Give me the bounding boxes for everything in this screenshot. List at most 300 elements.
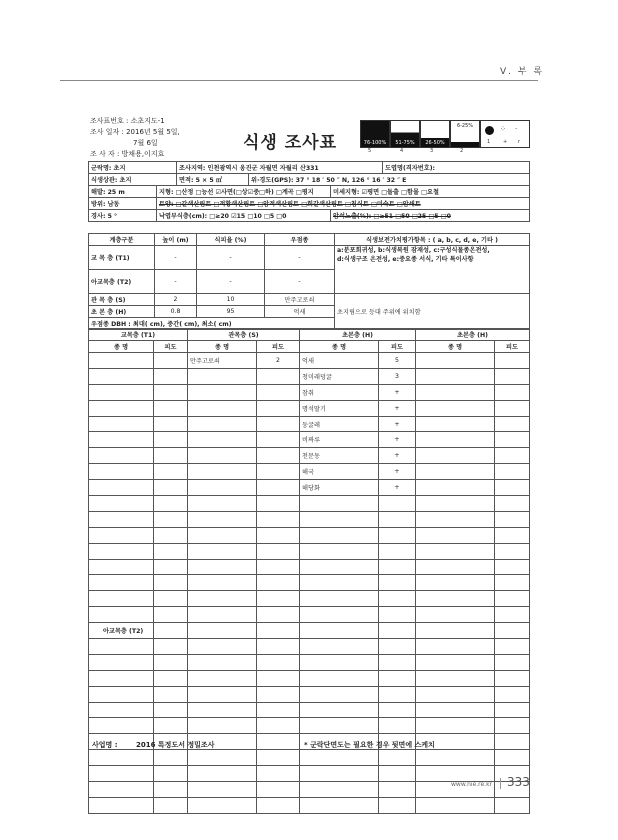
herb-cover-cell: 3 bbox=[379, 368, 416, 384]
herb2-cover-cell bbox=[495, 734, 530, 750]
cover-box-3: 26-50% bbox=[420, 120, 450, 148]
table-row bbox=[89, 511, 530, 527]
strata-row-name: 아교목층 (T2) bbox=[89, 270, 155, 294]
herb2-species-cell bbox=[416, 654, 495, 670]
tree-cover-cell bbox=[154, 511, 188, 527]
tree-species-cell bbox=[89, 718, 154, 734]
shrub-species-cell bbox=[188, 686, 257, 702]
strata-header-layer: 계층구분 bbox=[89, 234, 155, 246]
herb-cover-cell bbox=[379, 496, 416, 512]
herb-cover-cell: + bbox=[379, 384, 416, 400]
tree-species-cell bbox=[89, 591, 154, 607]
tree-cover-cell bbox=[154, 416, 188, 432]
tree-species-cell bbox=[89, 448, 154, 464]
herb-cover-cell bbox=[379, 670, 416, 686]
herb2-species-cell bbox=[416, 543, 495, 559]
tree-cover-cell bbox=[154, 464, 188, 480]
tree-species-cell bbox=[89, 750, 154, 766]
herb-cover-cell bbox=[379, 559, 416, 575]
table-row bbox=[89, 353, 530, 369]
shrub-cover-cell bbox=[257, 607, 300, 623]
shrub-species-cell bbox=[188, 575, 257, 591]
shrub-species-cell bbox=[188, 543, 257, 559]
tree-species-cell bbox=[89, 686, 154, 702]
shrub-species-cell bbox=[188, 654, 257, 670]
tree-species-cell bbox=[89, 797, 154, 813]
herb-cover-cell bbox=[379, 575, 416, 591]
herb2-cover-cell bbox=[495, 702, 530, 718]
herb-species-cell bbox=[300, 686, 379, 702]
shrub-cover-cell bbox=[257, 639, 300, 655]
shrub-species-cell bbox=[188, 782, 257, 798]
tree-species-cell bbox=[89, 654, 154, 670]
shrub-cover-cell bbox=[257, 464, 300, 480]
conservation-note: 초지림으로 등대 주위에 위치함 bbox=[335, 294, 530, 330]
survey-region: 조사지역: 인천광역시 옹진군 자월면 자월리 산331 bbox=[177, 162, 383, 174]
shrub-species-cell bbox=[188, 670, 257, 686]
cover-num-2: 2 bbox=[460, 148, 464, 154]
micro-terrain: 미세지형: ☑평면 □돌출 □함몰 □요철 bbox=[331, 186, 530, 198]
tree-cover-cell bbox=[154, 686, 188, 702]
species-name-header: 종 명 bbox=[416, 341, 495, 353]
herb2-cover-cell bbox=[495, 511, 530, 527]
herb-species-cell bbox=[300, 607, 379, 623]
shrub-cover-cell bbox=[257, 559, 300, 575]
herb-cover-cell bbox=[379, 639, 416, 655]
physiognomy: 식생상관: 초지 bbox=[89, 174, 177, 186]
table-row bbox=[89, 368, 530, 384]
species-section-header: 초본층 (H) bbox=[300, 329, 416, 341]
shrub-species-cell bbox=[188, 416, 257, 432]
tree-species-cell bbox=[89, 607, 154, 623]
table-row bbox=[89, 559, 530, 575]
shrub-species-cell bbox=[188, 448, 257, 464]
tree-species-cell bbox=[89, 670, 154, 686]
herb-cover-cell bbox=[379, 718, 416, 734]
table-row bbox=[89, 496, 530, 512]
herb2-species-cell bbox=[416, 575, 495, 591]
species-section-header: 관목층 (S) bbox=[188, 329, 300, 341]
tree-cover-cell bbox=[154, 750, 188, 766]
herb2-cover-cell bbox=[495, 575, 530, 591]
table-row bbox=[89, 432, 530, 448]
tree-species-cell bbox=[89, 543, 154, 559]
strata-row-name: 교 목 층 (T1) bbox=[89, 246, 155, 270]
herb-species-cell: 비짜루 bbox=[300, 432, 379, 448]
species-name-header: 종 명 bbox=[188, 341, 257, 353]
table-row bbox=[89, 400, 530, 416]
shrub-cover-cell bbox=[257, 766, 300, 782]
species-density-header: 피도 bbox=[257, 341, 300, 353]
tree-cover-cell bbox=[154, 384, 188, 400]
elevation: 해발: 25 m bbox=[89, 186, 157, 198]
herb2-cover-cell bbox=[495, 543, 530, 559]
species-section-row bbox=[89, 329, 530, 341]
herb-species-cell bbox=[300, 702, 379, 718]
tree-cover-cell bbox=[154, 766, 188, 782]
herb-species-cell bbox=[300, 591, 379, 607]
strata-header-height: 높이 (m) bbox=[155, 234, 197, 246]
tree-cover-cell bbox=[154, 782, 188, 798]
dominant-dbh: 우점종 DBH : 최대( cm), 중간( cm), 최소( cm) bbox=[89, 318, 335, 330]
herb2-species-cell bbox=[416, 623, 495, 639]
herb2-cover-cell bbox=[495, 448, 530, 464]
table-row bbox=[89, 607, 530, 623]
tree-cover-cell bbox=[154, 591, 188, 607]
shrub-species-cell bbox=[188, 750, 257, 766]
herb-species-cell bbox=[300, 670, 379, 686]
tree-cover-cell bbox=[154, 400, 188, 416]
shrub-species-cell bbox=[188, 702, 257, 718]
tree-species-cell bbox=[89, 511, 154, 527]
herb2-species-cell bbox=[416, 353, 495, 369]
tree-cover-cell bbox=[154, 496, 188, 512]
herb-cover-cell bbox=[379, 527, 416, 543]
shrub-species-cell bbox=[188, 797, 257, 813]
herb2-species-cell bbox=[416, 448, 495, 464]
tree-species-cell bbox=[89, 384, 154, 400]
shrub-species-cell bbox=[188, 527, 257, 543]
shrub-cover-cell bbox=[257, 591, 300, 607]
shrub-cover-cell bbox=[257, 432, 300, 448]
table-row bbox=[89, 480, 530, 496]
shrub-species-cell bbox=[188, 464, 257, 480]
shrub-species-cell bbox=[188, 400, 257, 416]
herb-cover-cell: + bbox=[379, 480, 416, 496]
tree-species-cell bbox=[89, 575, 154, 591]
herb2-cover-cell bbox=[495, 639, 530, 655]
tree-cover-cell bbox=[154, 623, 188, 639]
table-row bbox=[89, 527, 530, 543]
strata-header-dominant: 우점종 bbox=[265, 234, 335, 246]
herb2-species-cell bbox=[416, 527, 495, 543]
species-section-header: 초본층 (H) bbox=[416, 329, 530, 341]
cover-box-5: 76-100% bbox=[360, 120, 390, 148]
strata-row-height: - bbox=[155, 246, 197, 270]
herb2-species-cell bbox=[416, 686, 495, 702]
herb-cover-cell: 5 bbox=[379, 353, 416, 369]
table-row bbox=[89, 766, 530, 782]
species-density-header: 피도 bbox=[154, 341, 188, 353]
herb-species-cell: 청미래덩굴 bbox=[300, 368, 379, 384]
header-rule bbox=[60, 80, 538, 81]
strata-row-cover: - bbox=[197, 270, 265, 294]
tree-cover-cell bbox=[154, 718, 188, 734]
shrub-cover-cell bbox=[257, 623, 300, 639]
shrub-cover-cell bbox=[257, 718, 300, 734]
survey-date: 조사 일자 : 2016년 5월 5일, bbox=[90, 128, 180, 136]
shrub-cover-cell bbox=[257, 654, 300, 670]
tree-cover-cell bbox=[154, 432, 188, 448]
tree-cover-cell bbox=[154, 559, 188, 575]
herb-species-cell bbox=[300, 575, 379, 591]
herb-species-cell: 둥굴레 bbox=[300, 416, 379, 432]
herb-species-cell: 해국 bbox=[300, 464, 379, 480]
tree-cover-cell bbox=[154, 543, 188, 559]
herb-cover-cell: + bbox=[379, 448, 416, 464]
strata-row-dominant: - bbox=[265, 246, 335, 270]
herb2-species-cell bbox=[416, 670, 495, 686]
herb2-species-cell bbox=[416, 480, 495, 496]
table-row bbox=[89, 448, 530, 464]
herb2-cover-cell bbox=[495, 416, 530, 432]
slope: 경사: 5 ° bbox=[89, 210, 157, 222]
cover-box-4: 51-75% bbox=[390, 120, 420, 148]
tree-cover-cell bbox=[154, 654, 188, 670]
herb2-species-cell bbox=[416, 511, 495, 527]
herb-cover-cell bbox=[379, 766, 416, 782]
tree-cover-cell bbox=[154, 670, 188, 686]
investigator: 조 사 자 : 방채용,이지효 bbox=[90, 150, 165, 158]
conservation-line-2: d:식생구조 온전성, e:중요종 서식, 기타 특이사항 bbox=[337, 256, 474, 263]
conservation-criteria bbox=[335, 246, 530, 294]
strata-table bbox=[88, 233, 530, 330]
herb-species-cell bbox=[300, 750, 379, 766]
herb2-species-cell bbox=[416, 797, 495, 813]
herb2-cover-cell bbox=[495, 797, 530, 813]
herb2-cover-cell bbox=[495, 432, 530, 448]
shrub-species-cell bbox=[188, 766, 257, 782]
tree-species-cell bbox=[89, 639, 154, 655]
shrub-species-cell bbox=[188, 607, 257, 623]
herb-species-cell: 해당화 bbox=[300, 480, 379, 496]
herb-species-cell bbox=[300, 496, 379, 512]
table-row bbox=[89, 686, 530, 702]
tree-species-cell bbox=[89, 702, 154, 718]
table-row bbox=[89, 543, 530, 559]
conservation-line-1: a:분포희귀성, b:식생복원 잠재성, c:구성식물종온전성, bbox=[337, 247, 490, 254]
herb2-cover-cell bbox=[495, 384, 530, 400]
tree-species-cell bbox=[89, 496, 154, 512]
conservation-title: 식생보전가치평가항목 : ( a, b, c, d, e, 기타 ) bbox=[335, 234, 530, 246]
herb2-cover-cell bbox=[495, 368, 530, 384]
tree-cover-cell bbox=[154, 353, 188, 369]
herb2-species-cell bbox=[416, 591, 495, 607]
shrub-cover-cell bbox=[257, 734, 300, 750]
herb-species-cell bbox=[300, 623, 379, 639]
herb-cover-cell bbox=[379, 782, 416, 798]
herb2-species-cell bbox=[416, 766, 495, 782]
herb2-cover-cell bbox=[495, 623, 530, 639]
shrub-cover-cell bbox=[257, 702, 300, 718]
footer-divider bbox=[500, 778, 501, 789]
species-density-header: 피도 bbox=[495, 341, 530, 353]
shrub-cover-cell bbox=[257, 384, 300, 400]
herb-cover-cell: + bbox=[379, 400, 416, 416]
tree-cover-cell bbox=[154, 448, 188, 464]
herb-cover-cell bbox=[379, 543, 416, 559]
tree-species-cell bbox=[89, 766, 154, 782]
herb-cover-cell: + bbox=[379, 464, 416, 480]
shrub-cover-cell bbox=[257, 750, 300, 766]
tree-cover-cell bbox=[154, 797, 188, 813]
page-title: 식생 조사표 bbox=[243, 133, 338, 153]
form-number: 조사표번호 : 소초지도-1 bbox=[90, 117, 165, 125]
map-sheet: 도엽명(격자번호): bbox=[383, 162, 530, 174]
species-density-header: 피도 bbox=[379, 341, 416, 353]
tree-species-cell bbox=[89, 368, 154, 384]
shrub-species-cell bbox=[188, 496, 257, 512]
herb2-cover-cell bbox=[495, 750, 530, 766]
herb-species-cell bbox=[300, 511, 379, 527]
strata-header-cover: 식피율 (%) bbox=[197, 234, 265, 246]
species-name-header: 종 명 bbox=[300, 341, 379, 353]
shrub-cover-cell bbox=[257, 527, 300, 543]
tree-cover-cell bbox=[154, 575, 188, 591]
herb2-species-cell bbox=[416, 639, 495, 655]
herb2-species-cell bbox=[416, 750, 495, 766]
tree-species-cell bbox=[89, 782, 154, 798]
tree-species-cell bbox=[89, 527, 154, 543]
herb-cover-cell bbox=[379, 591, 416, 607]
herb2-cover-cell bbox=[495, 400, 530, 416]
herb-cover-cell: + bbox=[379, 416, 416, 432]
single-dot-icon: · bbox=[515, 125, 518, 133]
herb2-species-cell bbox=[416, 496, 495, 512]
shrub-species-cell bbox=[188, 368, 257, 384]
shrub-cover-cell bbox=[257, 670, 300, 686]
herb2-cover-cell bbox=[495, 527, 530, 543]
shrub-species-cell bbox=[188, 432, 257, 448]
herb2-species-cell bbox=[416, 384, 495, 400]
table-row bbox=[89, 750, 530, 766]
shrub-cover-cell bbox=[257, 575, 300, 591]
tree-species-cell bbox=[89, 559, 154, 575]
tree-species-cell bbox=[89, 400, 154, 416]
strata-row-cover: 10 bbox=[197, 294, 265, 306]
shrub-species-cell bbox=[188, 559, 257, 575]
dots-icon: ⁘ bbox=[500, 125, 506, 133]
tree-cover-cell bbox=[154, 639, 188, 655]
herb-species-cell bbox=[300, 559, 379, 575]
site-info-table bbox=[88, 161, 530, 222]
tree-cover-cell bbox=[154, 480, 188, 496]
shrub-cover-cell bbox=[257, 686, 300, 702]
aspect: 방위: 남동 bbox=[89, 198, 157, 210]
herb-species-cell: 억새 bbox=[300, 353, 379, 369]
sketch-note: * 군락단면도는 필요한 경우 뒷면에 스케치 bbox=[304, 741, 435, 749]
dot-icon bbox=[485, 126, 494, 135]
shrub-species-cell bbox=[188, 718, 257, 734]
table-row bbox=[89, 797, 530, 813]
shrub-species-cell bbox=[188, 511, 257, 527]
tree-species-cell bbox=[89, 416, 154, 432]
shrub-cover-cell bbox=[257, 797, 300, 813]
table-row bbox=[89, 575, 530, 591]
table-row bbox=[89, 591, 530, 607]
shrub-cover-cell bbox=[257, 511, 300, 527]
cover-box-2: 6-25% bbox=[450, 120, 480, 148]
shrub-cover-cell bbox=[257, 480, 300, 496]
herb-cover-cell bbox=[379, 702, 416, 718]
shrub-cover-cell: 2 bbox=[257, 353, 300, 369]
herb2-species-cell bbox=[416, 432, 495, 448]
shrub-cover-cell bbox=[257, 448, 300, 464]
herb2-cover-cell bbox=[495, 670, 530, 686]
section-header: Ⅴ. 부 록 bbox=[500, 67, 545, 77]
herb2-cover-cell bbox=[495, 607, 530, 623]
shrub-species-cell bbox=[188, 480, 257, 496]
strata-row-height: - bbox=[155, 270, 197, 294]
herb-cover-cell bbox=[379, 623, 416, 639]
herb-cover-cell bbox=[379, 654, 416, 670]
rock-exposure: 암석노출(%): □≥51 □50 □25 □5 □0 bbox=[331, 210, 530, 222]
tree-cover-cell bbox=[154, 702, 188, 718]
tree-cover-cell bbox=[154, 527, 188, 543]
herb2-cover-cell bbox=[495, 686, 530, 702]
species-column-row bbox=[89, 341, 530, 353]
table-row bbox=[89, 639, 530, 655]
herb2-cover-cell bbox=[495, 591, 530, 607]
herb-cover-cell bbox=[379, 750, 416, 766]
strata-row-dominant: 억새 bbox=[265, 306, 335, 318]
herb2-species-cell bbox=[416, 400, 495, 416]
litter-layer: 낙엽부식층(cm): □≥20 ☑15 □10 □5 □0 bbox=[157, 210, 331, 222]
survey-date-2: 7월 6일 bbox=[133, 139, 158, 147]
table-row bbox=[89, 670, 530, 686]
herb-species-cell bbox=[300, 766, 379, 782]
tree-species-cell bbox=[89, 480, 154, 496]
strata-row-cover: 95 bbox=[197, 306, 265, 318]
strata-row-dominant: - bbox=[265, 270, 335, 294]
strata-row-name: 초 본 층 (H) bbox=[89, 306, 155, 318]
project-name: 2016 특정도서 정밀조사 bbox=[136, 741, 215, 749]
strata-row-height: 0.8 bbox=[155, 306, 197, 318]
herb2-species-cell bbox=[416, 718, 495, 734]
table-row bbox=[89, 702, 530, 718]
cover-num-4: 4 bbox=[400, 148, 404, 154]
herb-species-cell bbox=[300, 543, 379, 559]
table-row bbox=[89, 654, 530, 670]
shrub-species-cell: 만주고로쇠 bbox=[188, 353, 257, 369]
herb2-cover-cell bbox=[495, 353, 530, 369]
shrub-cover-cell bbox=[257, 416, 300, 432]
community-name: 군락명: 초지 bbox=[89, 162, 177, 174]
subtree-layer-label: 아교목층 (T2) bbox=[89, 623, 154, 639]
soil-type: 토양: □갈색산림토 □적황색산림토 □암적색산림토 □회갈색산림토 □침식토 □미숙토 □암쇄토 bbox=[157, 198, 530, 210]
herb2-cover-cell bbox=[495, 464, 530, 480]
table-row bbox=[89, 623, 530, 639]
herb2-species-cell bbox=[416, 559, 495, 575]
herb2-species-cell bbox=[416, 607, 495, 623]
shrub-species-cell bbox=[188, 591, 257, 607]
shrub-cover-cell bbox=[257, 782, 300, 798]
tree-species-cell bbox=[89, 353, 154, 369]
herb-cover-cell bbox=[379, 607, 416, 623]
herb-species-cell bbox=[300, 527, 379, 543]
shrub-cover-cell bbox=[257, 368, 300, 384]
shrub-species-cell bbox=[188, 623, 257, 639]
herb-species-cell bbox=[300, 639, 379, 655]
plot-area: 면적: 5 × 5 ㎡ bbox=[177, 174, 249, 186]
tree-species-cell bbox=[89, 432, 154, 448]
strata-row-name: 관 목 층 (S) bbox=[89, 294, 155, 306]
herb2-species-cell bbox=[416, 368, 495, 384]
cover-num-1: 1 bbox=[487, 139, 491, 145]
herb2-species-cell bbox=[416, 464, 495, 480]
herb-cover-cell: + bbox=[379, 432, 416, 448]
herb-species-cell bbox=[300, 654, 379, 670]
shrub-cover-cell bbox=[257, 543, 300, 559]
tree-cover-cell bbox=[154, 607, 188, 623]
strata-row-height: 2 bbox=[155, 294, 197, 306]
herb-species-cell bbox=[300, 797, 379, 813]
cover-num-plus: + bbox=[503, 139, 508, 145]
gps-coordinates: 위·경도(GPS): 37 ° 18 ′ 50 ″ N, 126 ° 16 ′ 32 ″ E bbox=[249, 174, 530, 186]
species-name-header: 종 명 bbox=[89, 341, 154, 353]
cover-num-r: r bbox=[518, 139, 521, 145]
tree-cover-cell bbox=[154, 368, 188, 384]
